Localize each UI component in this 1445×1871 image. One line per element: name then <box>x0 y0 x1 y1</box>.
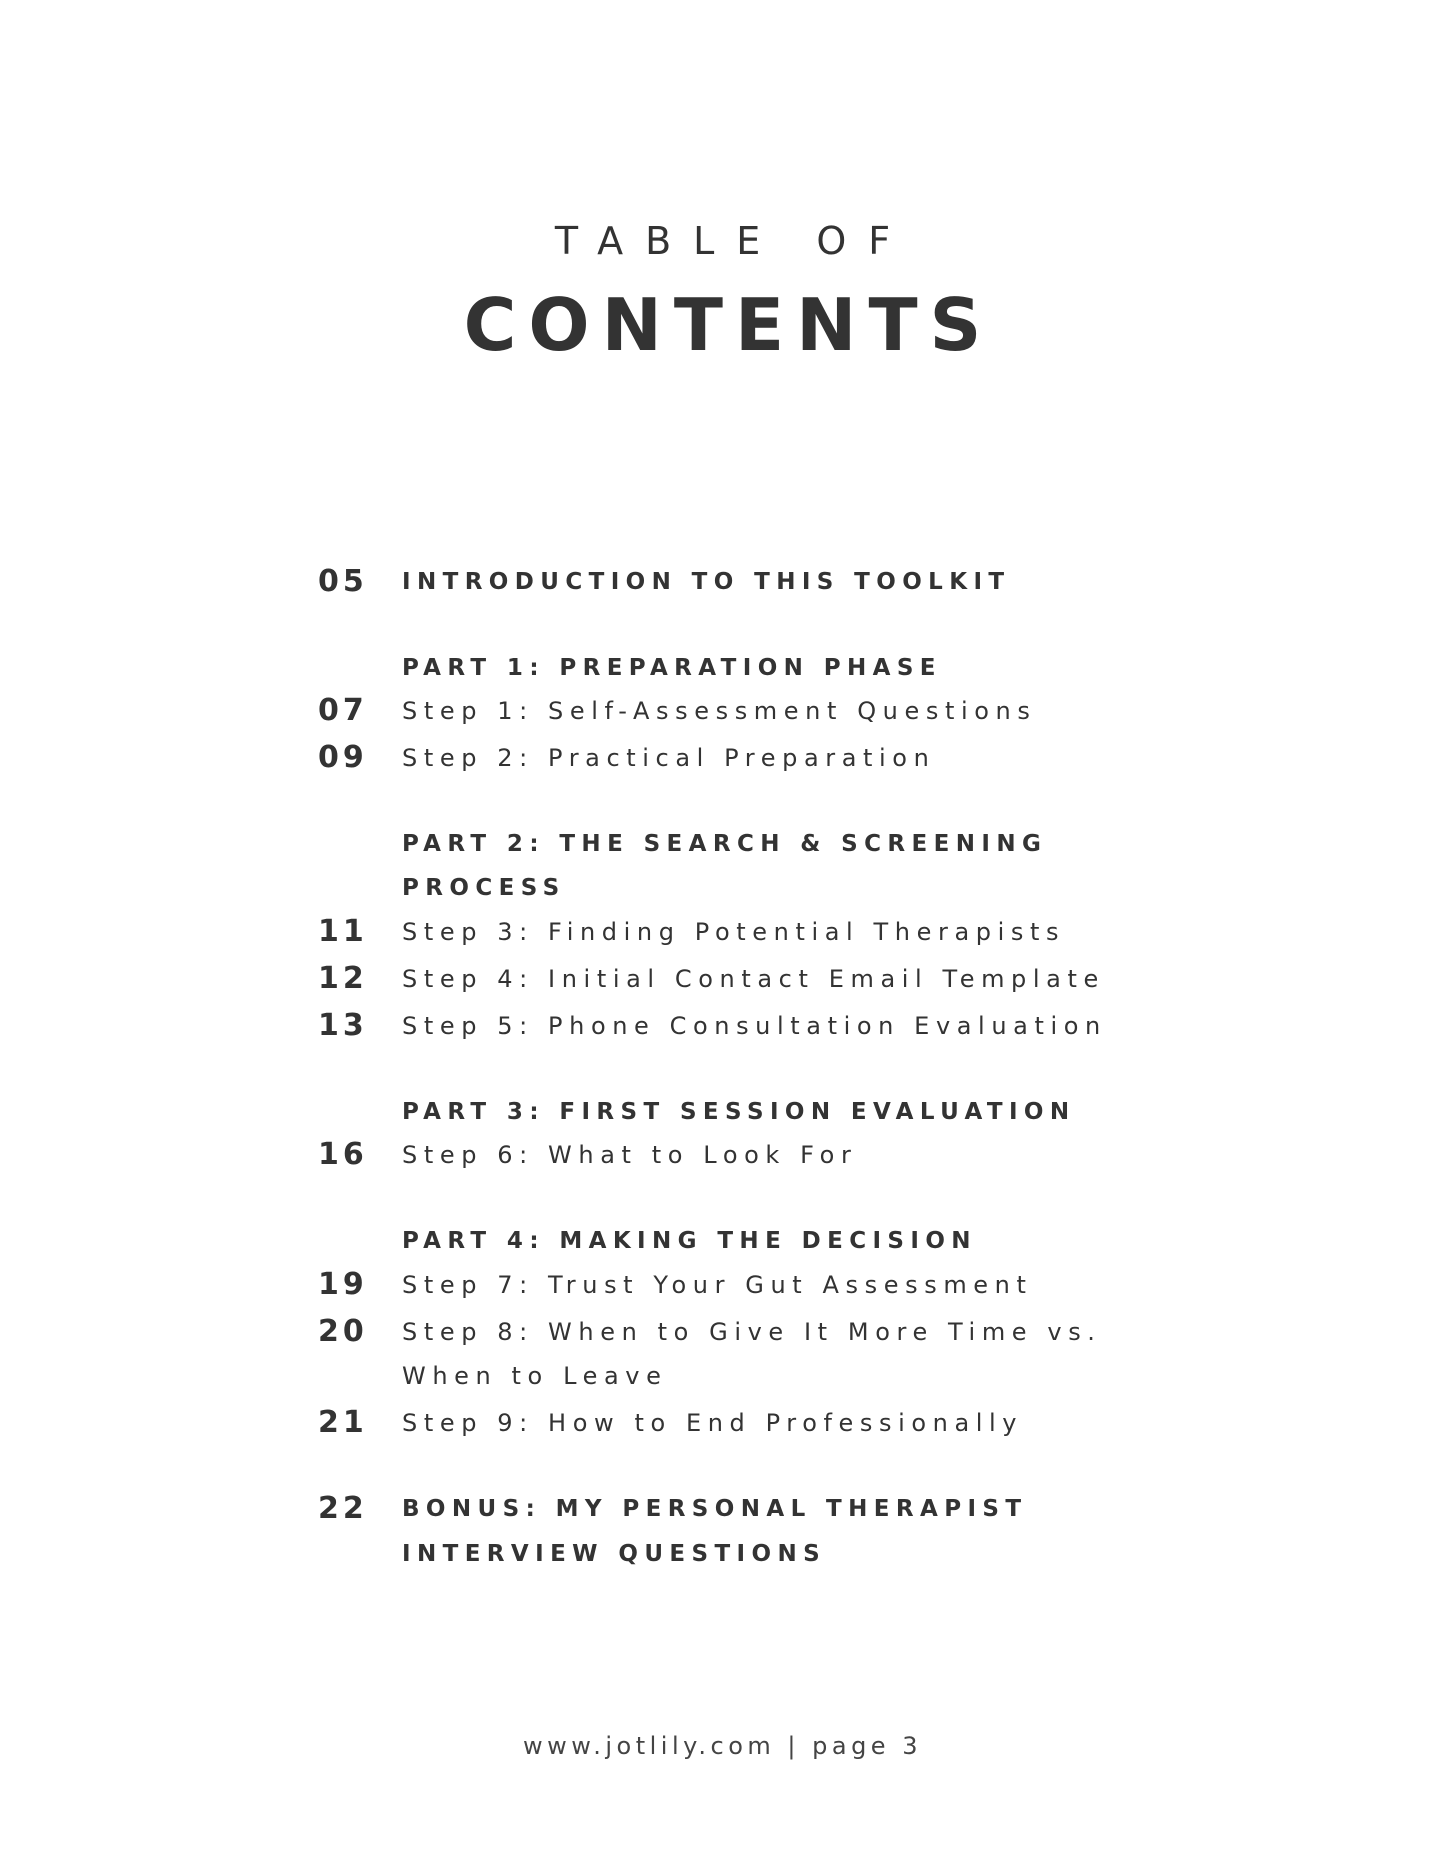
page-title: CONTENTS <box>463 283 994 367</box>
toc-page-number: 13 <box>318 1008 368 1043</box>
toc-entry-step-8-continued[interactable] <box>0 1354 1445 1398</box>
toc-entry-label: Step 6: What to Look For <box>402 1141 858 1169</box>
toc-section-part-2 <box>0 822 1445 866</box>
toc-entry-step-5[interactable] <box>0 1004 1445 1048</box>
toc-entry-label: INTRODUCTION TO THIS TOOLKIT <box>402 569 1011 595</box>
toc-entry-step-9[interactable] <box>0 1401 1445 1445</box>
toc-section-part-2-continued <box>0 866 1445 910</box>
toc-entry-step-8[interactable] <box>0 1310 1445 1354</box>
toc-page-number: 21 <box>318 1405 368 1440</box>
toc-page-number: 22 <box>318 1491 368 1526</box>
toc-entry-label: BONUS: MY PERSONAL THERAPIST <box>402 1496 1028 1522</box>
toc-entry-bonus-continued[interactable] <box>0 1532 1445 1576</box>
toc-page-number: 16 <box>318 1137 368 1172</box>
toc-page-number: 07 <box>318 693 368 728</box>
toc-entry-step-3[interactable] <box>0 910 1445 954</box>
toc-entry-step-7[interactable] <box>0 1263 1445 1307</box>
toc-entry-label: Step 8: When to Give It More Time vs. <box>402 1318 1102 1346</box>
title-line-1: TABLE OF <box>554 219 913 263</box>
section-heading: PART 3: FIRST SESSION EVALUATION <box>402 1099 1076 1125</box>
toc-entry-step-4[interactable] <box>0 957 1445 1001</box>
toc-page-number: 11 <box>318 914 368 949</box>
toc-entry-step-2[interactable] <box>0 736 1445 780</box>
toc-section-part-3 <box>0 1090 1445 1134</box>
toc-section-part-4 <box>0 1219 1445 1263</box>
toc-entry-label: Step 5: Phone Consultation Evaluation <box>402 1012 1107 1040</box>
toc-page-number: 12 <box>318 961 368 996</box>
toc-entry-step-1[interactable] <box>0 689 1445 733</box>
toc-page-number: 05 <box>318 564 368 599</box>
page-footer: www.jotlily.com | page 3 <box>523 1732 922 1760</box>
toc-entry-label: Step 9: How to End Professionally <box>402 1409 1024 1437</box>
section-heading: PART 1: PREPARATION PHASE <box>402 655 942 681</box>
section-heading: PART 2: THE SEARCH & SCREENING <box>402 831 1048 857</box>
toc-entry-bonus[interactable] <box>0 1487 1445 1531</box>
toc-entry-introduction[interactable] <box>0 560 1445 604</box>
section-heading: PROCESS <box>402 875 566 901</box>
toc-entry-label: When to Leave <box>402 1362 668 1390</box>
toc-page-number: 19 <box>318 1267 368 1302</box>
toc-entry-step-6[interactable] <box>0 1133 1445 1177</box>
toc-entry-label: Step 7: Trust Your Gut Assessment <box>402 1271 1033 1299</box>
toc-page-number: 20 <box>318 1314 368 1349</box>
toc-entry-label: Step 4: Initial Contact Email Template <box>402 965 1105 993</box>
toc-page-number: 09 <box>318 740 368 775</box>
toc-entry-label: Step 1: Self-Assessment Questions <box>402 697 1037 725</box>
toc-entry-label: Step 2: Practical Preparation <box>402 744 936 772</box>
toc-section-part-1 <box>0 646 1445 690</box>
section-heading: PART 4: MAKING THE DECISION <box>402 1228 977 1254</box>
toc-entry-label: Step 3: Finding Potential Therapists <box>402 918 1066 946</box>
toc-entry-label: INTERVIEW QUESTIONS <box>402 1541 827 1567</box>
